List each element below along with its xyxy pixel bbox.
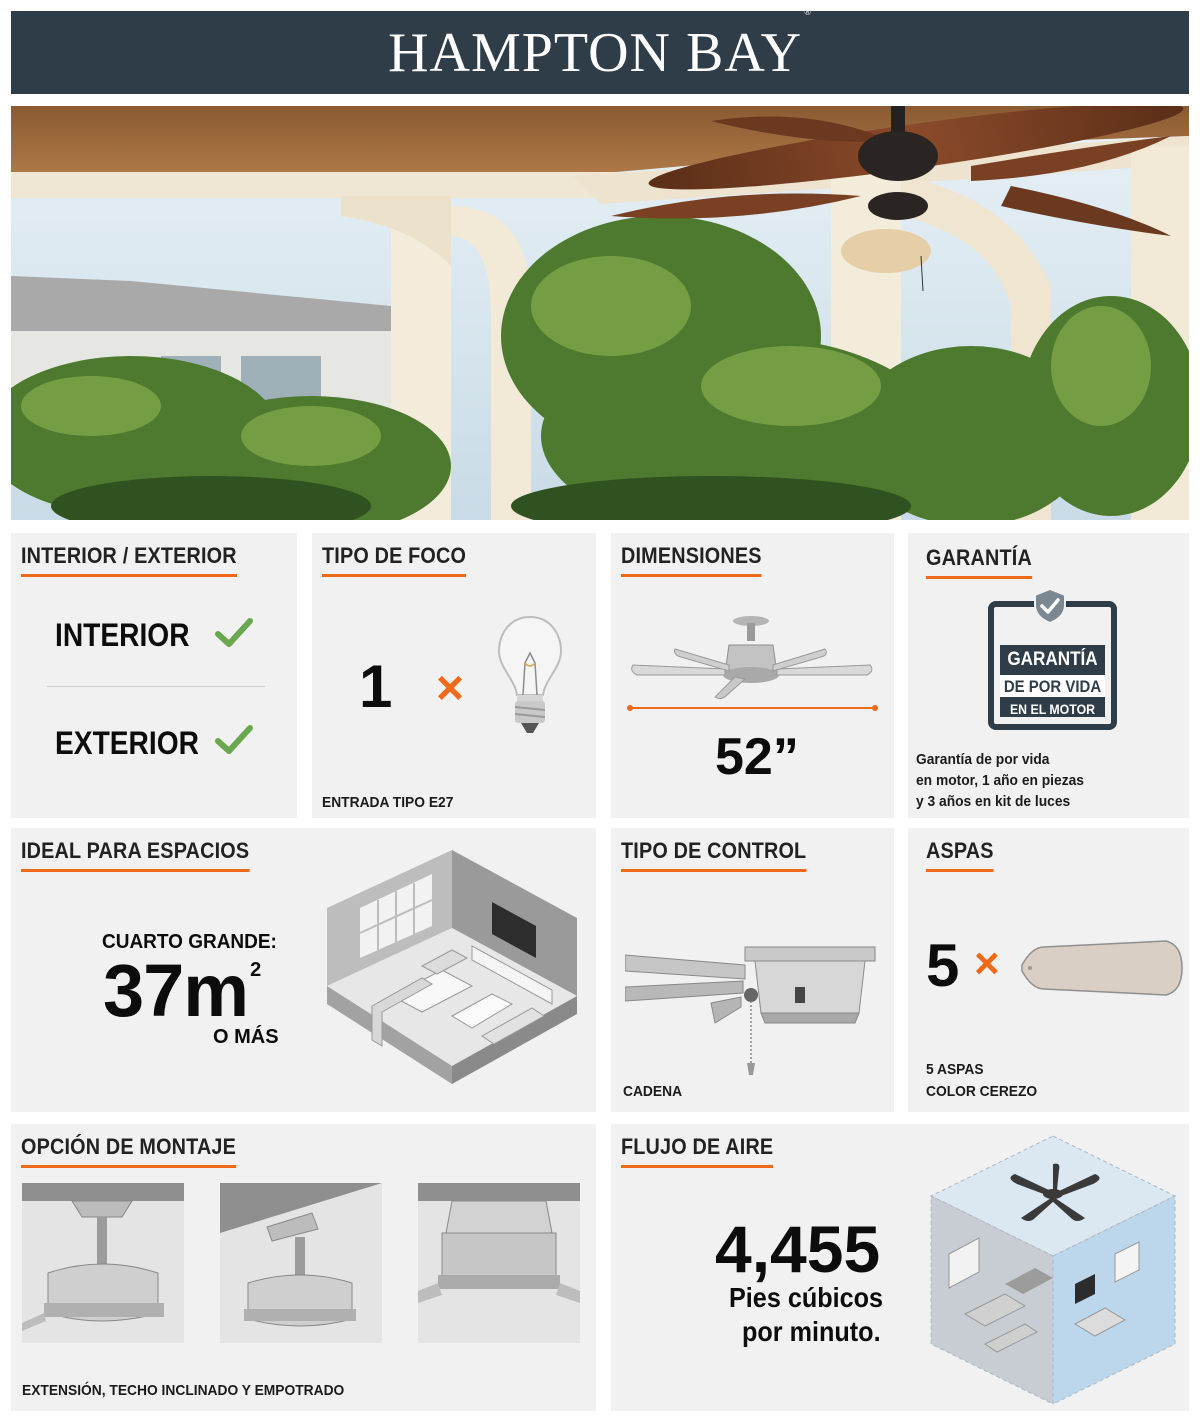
- exterior-label: EXTERIOR: [55, 725, 199, 761]
- panel-tipo-de-control: [611, 828, 894, 1112]
- panel-title: FLUJO DE AIRE: [621, 1134, 773, 1168]
- panel-ideal-para-espacios: [11, 828, 596, 1112]
- panel-title: DIMENSIONES: [621, 543, 762, 577]
- panel-title: INTERIOR / EXTERIOR: [21, 543, 237, 577]
- check-icon: [215, 724, 253, 756]
- check-icon: [215, 617, 253, 649]
- panel-title: GARANTÍA: [926, 545, 1032, 579]
- airflow-cube-illustration: [925, 1134, 1181, 1406]
- badge-line3: EN EL MOTOR: [1009, 701, 1096, 717]
- panel-interior-exterior: [11, 533, 297, 818]
- panel-garantia: [908, 533, 1189, 818]
- room-size-number: 37m: [103, 949, 249, 1032]
- panel-tipo-de-foco: [312, 533, 596, 818]
- panel-title: TIPO DE FOCO: [322, 543, 466, 577]
- mount-caption: EXTENSIÓN, TECHO INCLINADO Y EMPOTRADO: [22, 1382, 345, 1399]
- badge-line2: DE POR VIDA: [1003, 677, 1102, 696]
- panel-flujo-de-aire: [611, 1124, 1189, 1411]
- bulb-caption: ENTRADA TIPO E27: [322, 794, 454, 811]
- room-size-sup: 2: [250, 959, 261, 981]
- panel-title: IDEAL PARA ESPACIOS: [21, 838, 249, 872]
- isometric-room-illustration: [322, 846, 582, 1096]
- brand-logo: [388, 6, 812, 85]
- interior-label: INTERIOR: [55, 617, 190, 653]
- ceiling-fan-diagram: [625, 613, 880, 713]
- pull-chain-fan-illustration: [625, 943, 880, 1078]
- airflow-unit-2: por minuto.: [742, 1316, 881, 1347]
- blade-caption-1: 5 ASPAS: [926, 1061, 984, 1078]
- room-size-line3: O MÁS: [213, 1026, 279, 1048]
- room-size-value: [103, 949, 261, 1032]
- room-size-line1: CUARTO GRANDE:: [102, 931, 277, 953]
- panel-opcion-de-montaje: [11, 1124, 596, 1411]
- brand-header: [11, 6, 1189, 94]
- badge-line1: GARANTÍA: [1007, 649, 1098, 670]
- mount-options-illustration: [22, 1183, 582, 1345]
- brand-name: HAMPTON BAY: [388, 21, 803, 84]
- bulb-count: 1: [359, 653, 393, 720]
- times-icon: ×: [974, 939, 1000, 988]
- warranty-text-1: Garantía de por vida: [916, 751, 1050, 768]
- airflow-unit-1: Pies cúbicos: [729, 1282, 884, 1313]
- control-caption: CADENA: [623, 1083, 683, 1100]
- shield-check-icon: [1032, 587, 1068, 625]
- fan-blade-icon: [1020, 939, 1184, 997]
- blade-count: 5: [926, 932, 960, 999]
- panel-title: TIPO DE CONTROL: [621, 838, 806, 872]
- warranty-text-2: en motor, 1 año en piezas: [916, 772, 1084, 789]
- panel-title: OPCIÓN DE MONTAJE: [21, 1134, 236, 1168]
- times-icon: ×: [436, 662, 465, 715]
- blade-caption-2: COLOR CEREZO: [926, 1083, 1038, 1100]
- warranty-text-3: y 3 años en kit de luces: [916, 793, 1071, 810]
- panel-dimensiones: [611, 533, 894, 818]
- panel-aspas: [908, 828, 1189, 1112]
- divider: [47, 686, 265, 687]
- panel-title: ASPAS: [926, 838, 994, 872]
- brand-registered-mark: ®: [804, 6, 812, 17]
- hero-photo: [11, 106, 1189, 520]
- diameter-value: 52”: [715, 728, 799, 786]
- airflow-value: 4,455: [715, 1212, 881, 1286]
- light-bulb-icon: [495, 613, 565, 743]
